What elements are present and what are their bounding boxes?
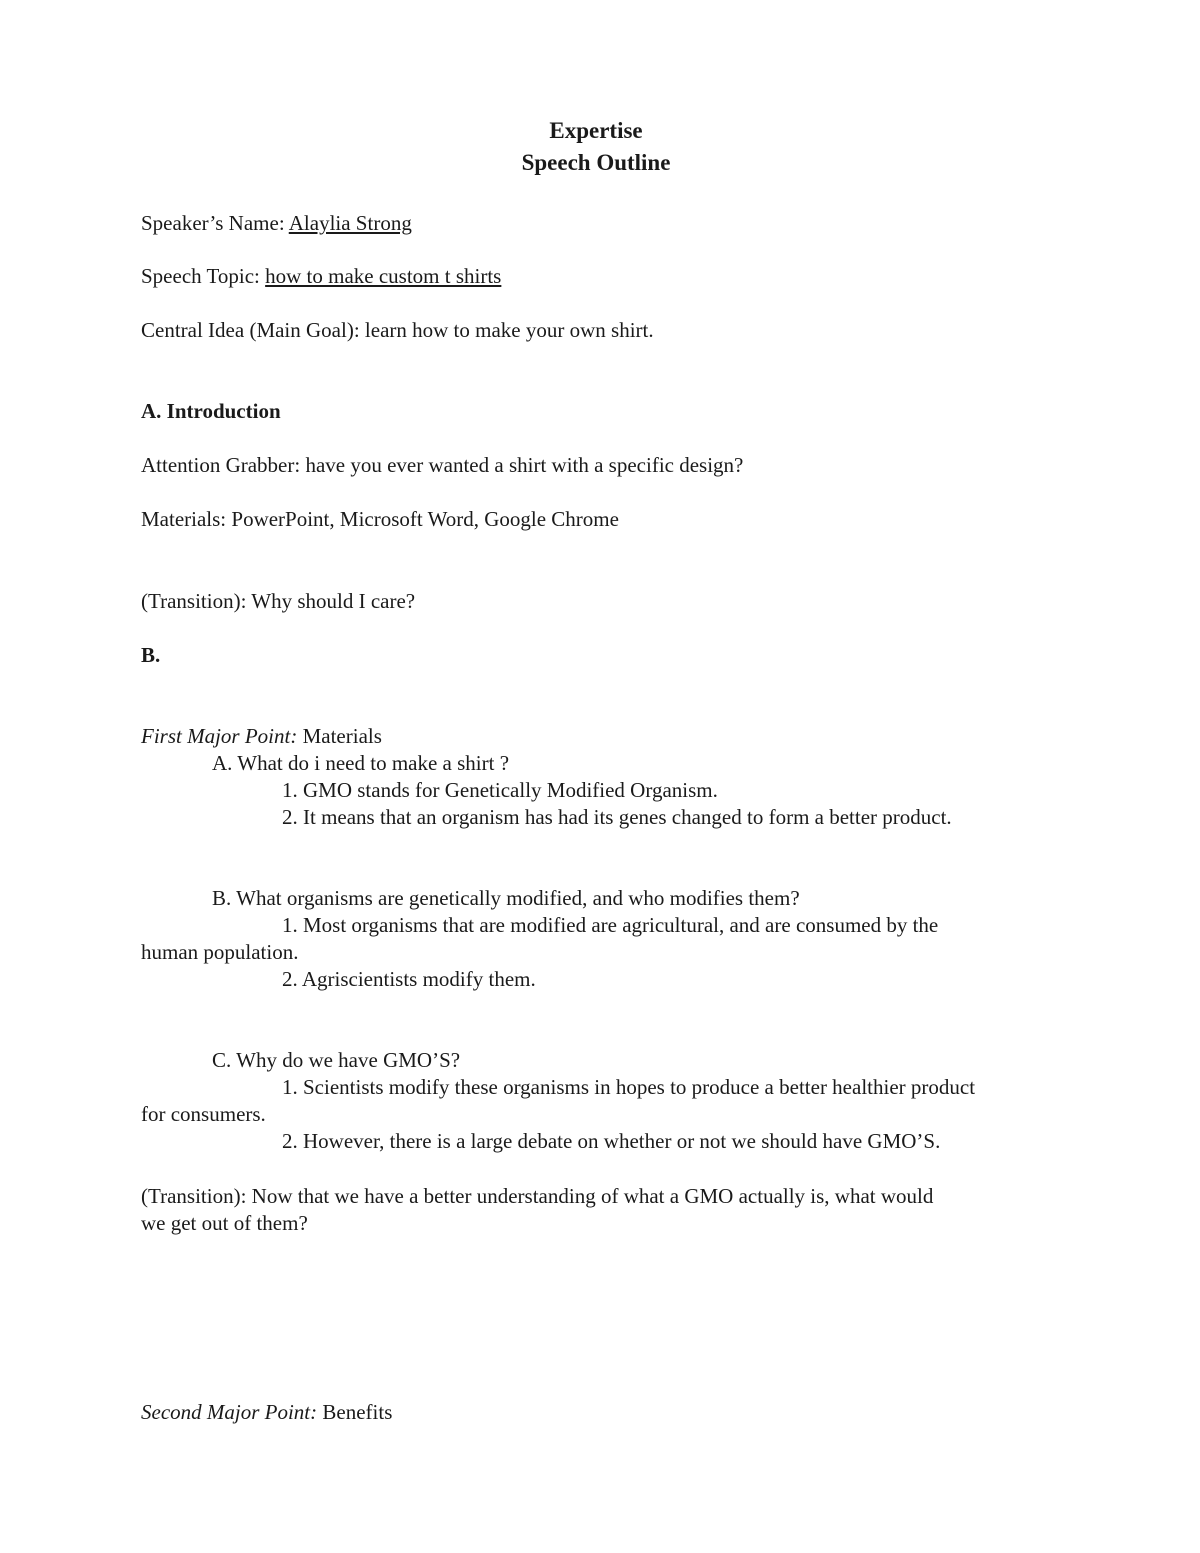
central-idea: Central Idea (Main Goal): learn how to make your own shirt. [141, 318, 654, 342]
subpoint-b-2: 2. Agriscientists modify them. [282, 967, 536, 991]
speaker-name-value: Alaylia Strong [288, 211, 412, 235]
speech-topic-label: Speech Topic: [141, 264, 266, 288]
subpoint-b-1-continued: human population. [141, 940, 299, 964]
subpoint-a-1: 1. GMO stands for Genetically Modified Organism. [282, 778, 718, 802]
attention-grabber: Attention Grabber: have you ever wanted a shirt with a specific design? [141, 453, 744, 477]
second-major-point-value: Benefits [317, 1400, 393, 1424]
first-major-point-value: Materials [297, 724, 382, 748]
subpoint-c-2: 2. However, there is a large debate on whether or not we should have GMO’S. [282, 1129, 941, 1153]
subpoint-b-1: 1. Most organisms that are modified are agricultural, and are consumed by the [282, 913, 939, 937]
transition-1: (Transition): Why should I care? [141, 589, 416, 613]
subpoint-c-1-continued: for consumers. [141, 1102, 266, 1126]
speaker-name-line [141, 213, 412, 234]
section-a-heading: A. Introduction [141, 399, 281, 423]
section-b-heading: B. [141, 643, 161, 667]
materials-line: Materials: PowerPoint, Microsoft Word, Google Chrome [141, 507, 619, 531]
subpoint-a-2: 2. It means that an organism has had its genes changed to form a better product. [282, 805, 952, 829]
speech-topic-value: how to make custom t shirts [265, 264, 502, 288]
subpoint-c-1: 1. Scientists modify these organisms in hopes to produce a better healthier product [282, 1075, 976, 1099]
second-major-point [141, 1402, 392, 1423]
transition-2: (Transition): Now that we have a better understanding of what a GMO actually is, what would [141, 1184, 934, 1208]
subpoint-a: A. What do i need to make a shirt ? [212, 751, 510, 775]
second-major-point-label: Second Major Point: [141, 1400, 318, 1424]
transition-2-continued: we get out of them? [141, 1211, 308, 1235]
first-major-point [141, 726, 382, 747]
first-major-point-label: First Major Point: [141, 724, 298, 748]
document-subtitle: Speech Outline [521, 150, 671, 175]
document-title: Expertise [549, 118, 643, 143]
subpoint-c: C. Why do we have GMO’S? [212, 1048, 461, 1072]
speaker-name-label: Speaker’s Name: [141, 211, 289, 235]
subpoint-b: B. What organisms are genetically modified, and who modifies them? [212, 886, 800, 910]
speech-topic-line [141, 266, 501, 287]
